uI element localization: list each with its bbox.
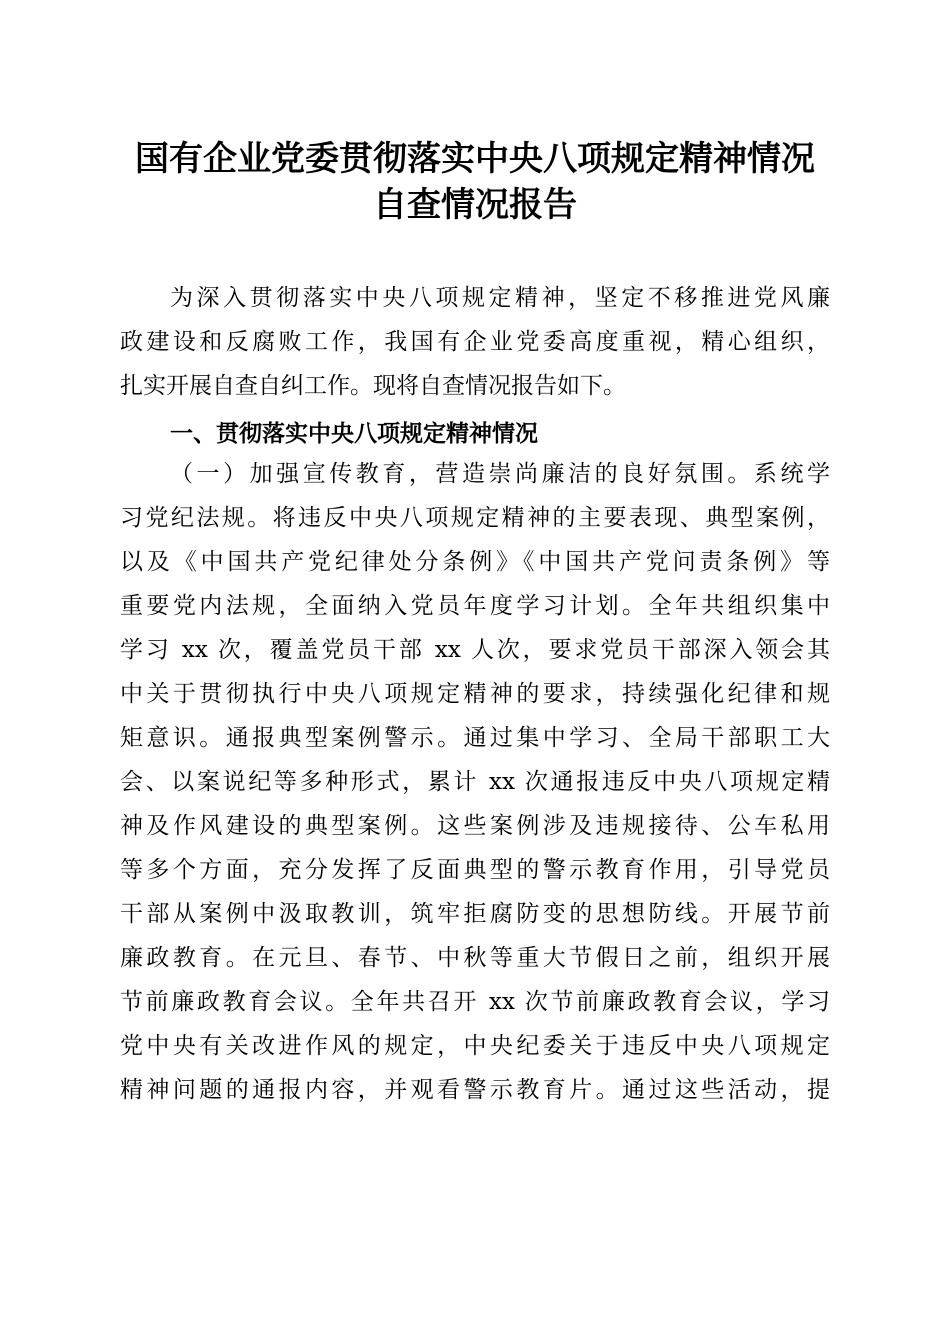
paragraph-line: 以及《中国共产党纪律处分条例》《中国共产党问责条例》等 <box>120 549 830 575</box>
paragraph-line: 干部从案例中汲取教训，筑牢拒腐防变的思想防线。开展节前 <box>120 901 830 927</box>
paragraph-line: 精神问题的通报内容，并观看警示教育片。通过这些活动，提 <box>120 1077 830 1103</box>
intro-line: 为深入贯彻落实中央八项规定精神，坚定不移推进党风廉 <box>170 285 830 311</box>
intro-line: 扎实开展自查自纠工作。现将自查情况报告如下。 <box>120 373 626 399</box>
paragraph-line: 学习 xx 次，覆盖党员干部 xx 人次，要求党员干部深入领会其 <box>120 637 830 663</box>
intro-line: 政建设和反腐败工作，我国有企业党委高度重视，精心组织， <box>120 329 830 355</box>
paragraph-line: 节前廉政教育会议。全年共召开 xx 次节前廉政教育会议，学习 <box>120 989 830 1015</box>
paragraph-line: 党中央有关改进作风的规定，中央纪委关于违反中央八项规定 <box>120 1033 830 1059</box>
document-title-line-2: 自查情况报告 <box>373 185 577 225</box>
paragraph-line: 中关于贯彻执行中央八项规定精神的要求，持续强化纪律和规 <box>120 681 830 707</box>
paragraph-line: 神及作风建设的典型案例。这些案例涉及违规接待、公车私用 <box>120 813 830 839</box>
intro-paragraph <box>120 276 830 408</box>
paragraph-line: （一）加强宣传教育，营造崇尚廉洁的良好氛围。系统学 <box>170 461 830 487</box>
paragraph-line: 习党纪法规。将违反中央八项规定精神的主要表现、典型案例， <box>120 505 830 531</box>
document-title-line-1: 国有企业党委贯彻落实中央八项规定精神情况 <box>135 139 815 179</box>
section-paragraph <box>120 452 830 1112</box>
section-heading: 一、贯彻落实中央八项规定精神情况 <box>170 421 538 447</box>
paragraph-line: 重要党内法规，全面纳入党员年度学习计划。全年共组织集中 <box>120 593 830 619</box>
paragraph-line: 等多个方面，充分发挥了反面典型的警示教育作用，引导党员 <box>120 857 830 883</box>
paragraph-line: 矩意识。通报典型案例警示。通过集中学习、全局干部职工大 <box>120 725 830 751</box>
paragraph-line: 会、以案说纪等多种形式，累计 xx 次通报违反中央八项规定精 <box>120 769 830 795</box>
paragraph-line: 廉政教育。在元旦、春节、中秋等重大节假日之前，组织开展 <box>120 945 830 971</box>
